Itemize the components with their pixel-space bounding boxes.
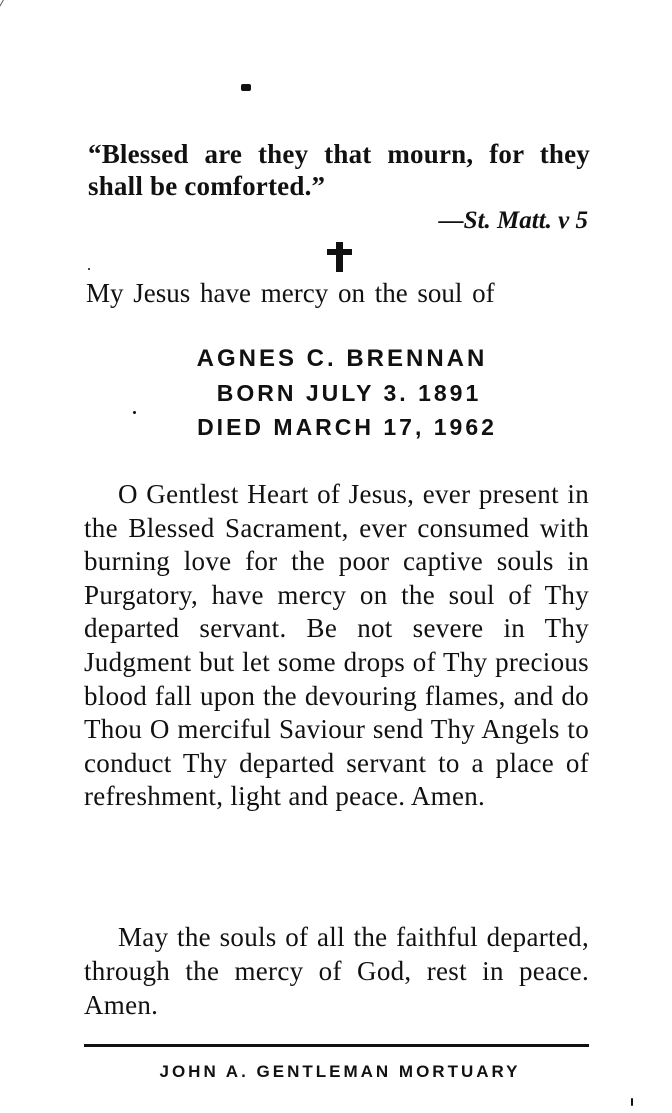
- death-date: DIED MARCH 17, 1962: [197, 414, 497, 440]
- corner-scan-mark: [0, 0, 14, 10]
- mercy-invocation: My Jesus have mercy on the soul of: [86, 278, 495, 308]
- ink-speck: [88, 268, 90, 270]
- ink-speck: [631, 1098, 633, 1106]
- sacred-heart-prayer: O Gentlest Heart of Jesus, ever present in the Blessed Sacrament, ever consumed with burning love for the poor captive souls in Purgatory, have mercy on the soul of Thy departed servant. Be not severe in Thy Judgment but let some drops of Thy precious blood fall upon the devouring flames, and do Thou O merciful Saviour send Thy Angels to conduct Thy departed servant to a place of refreshment, light and peace. Amen.: [84, 479, 589, 812]
- scripture-citation: —St. Matt. v 5: [438, 207, 588, 234]
- birth-date: BORN JULY 3. 1891: [216, 380, 482, 406]
- mortuary-name: JOHN A. GENTLEMAN MORTUARY: [159, 1062, 521, 1081]
- ink-speck: [241, 84, 251, 91]
- latin-cross-icon: [324, 242, 354, 272]
- deceased-details: [0, 342, 672, 444]
- divider-rule: [84, 1044, 589, 1047]
- deceased-name: AGNES C. BRENNAN: [196, 345, 488, 372]
- rest-in-peace-prayer: May the souls of all the faithful departed, through the mercy of God, rest in peace. Amen.: [84, 922, 589, 1020]
- scripture-quote: “Blessed are they that mourn, for they shall be comforted.”: [88, 139, 590, 201]
